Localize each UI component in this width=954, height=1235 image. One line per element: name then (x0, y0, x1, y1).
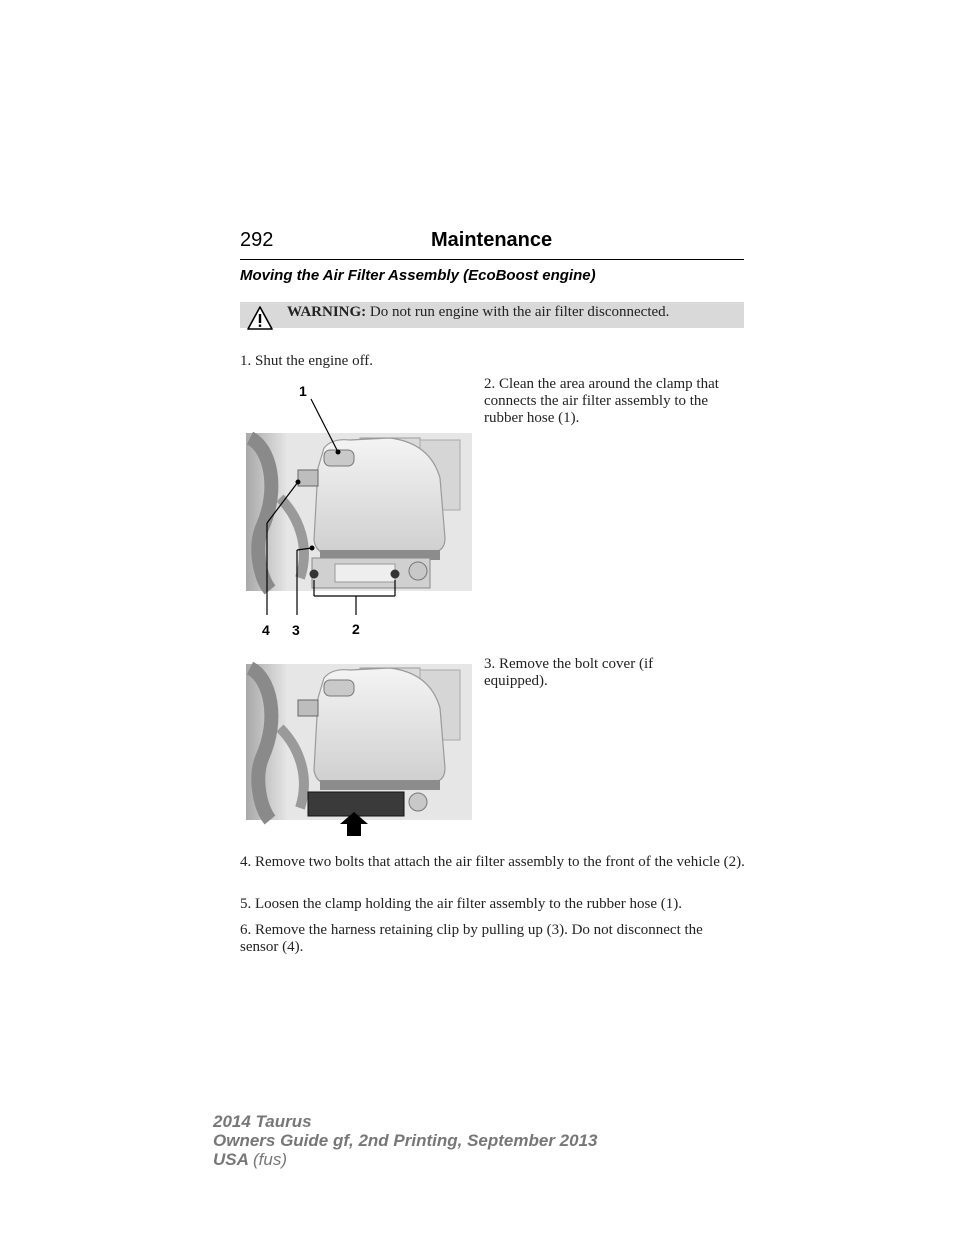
footer-region-code: USA (213, 1150, 249, 1169)
step-1: 1. Shut the engine off. (240, 353, 374, 369)
warning-text (287, 304, 669, 321)
callout-4: 4 (262, 622, 270, 638)
step-6: 6. Remove the harness retaining clip by pulling up (3). Do not disconnect the sensor (4). (240, 922, 703, 955)
step-5: 5. Loosen the clamp holding the air filter assembly to the rubber hose (1). (240, 896, 682, 912)
warning-message: Do not run engine with the air filter disconnected. (369, 304, 670, 320)
footer-region-suffix: (fus) (253, 1150, 287, 1169)
footer-region (213, 1150, 287, 1169)
subheading: Moving the Air Filter Assembly (EcoBoost engine) (240, 267, 596, 284)
callout-1: 1 (299, 383, 307, 399)
footer-model: 2014 Taurus (213, 1112, 312, 1131)
step-3: 3. Remove the bolt cover (if equipped). (484, 656, 654, 689)
warning-triangle-icon (247, 306, 273, 330)
header-rule (240, 259, 744, 260)
step-2: 2. Clean the area around the clamp that connects the air filter assembly to the rubber hose (1). (484, 376, 719, 426)
step-4: 4. Remove two bolts that attach the air filter assembly to the front of the vehicle (2). (240, 854, 745, 870)
warning-box (240, 302, 744, 328)
engine-figure-bolt-cover (240, 660, 476, 840)
footer-printing: Owners Guide gf, 2nd Printing, September 2013 (213, 1131, 598, 1150)
callout-2: 2 (352, 621, 360, 637)
section-title: Maintenance (431, 229, 553, 251)
page-number: 292 (240, 229, 274, 251)
engine-figure-callouts (240, 378, 476, 640)
warning-label: WARNING: (287, 304, 367, 320)
callout-3: 3 (292, 622, 300, 638)
